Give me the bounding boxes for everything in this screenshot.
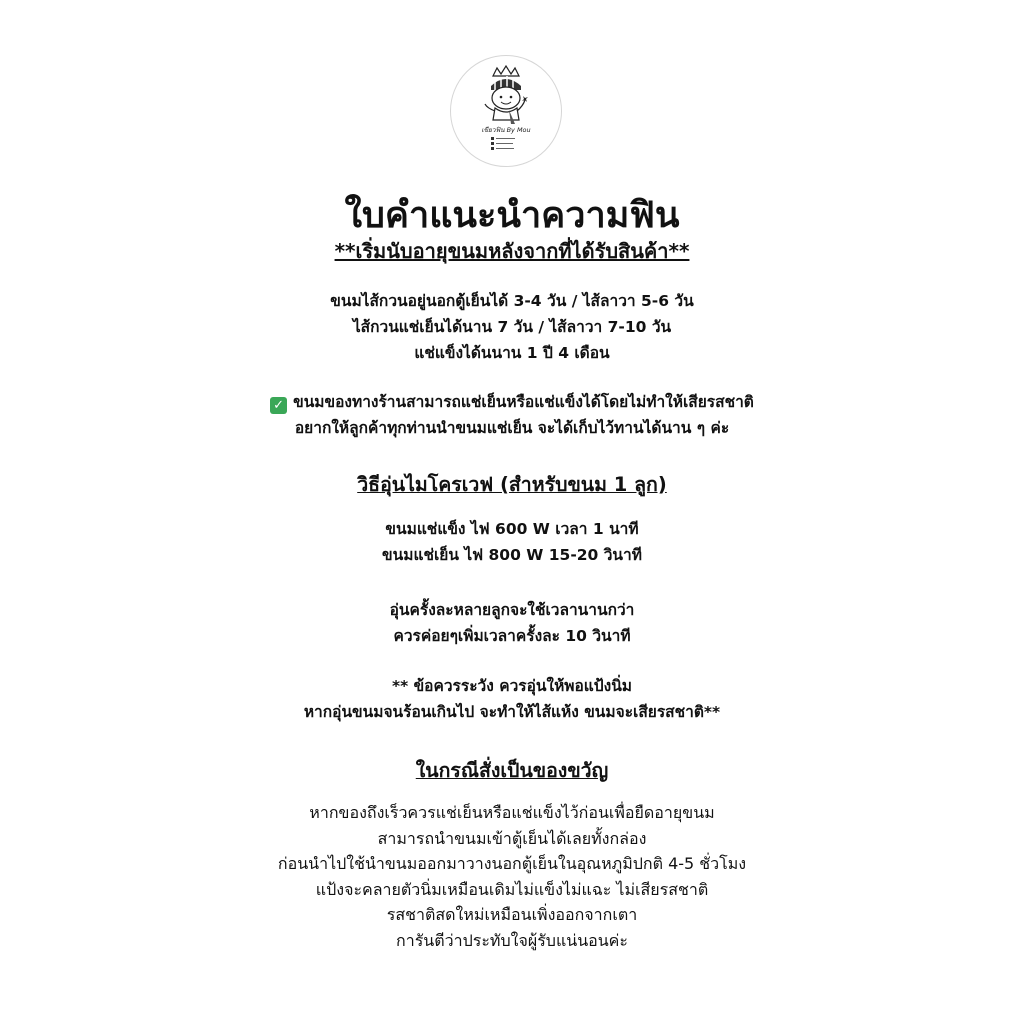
microwave-line: อุ่นครั้งละหลายลูกจะใช้เวลานานกว่า (389, 601, 635, 619)
microwave-multiple (0, 597, 1024, 649)
logo-brand-text: เขียวฟิน By Mou (481, 126, 531, 134)
note-line (0, 389, 1024, 415)
microwave-heading: วิธีอุ่นไมโครเวฟ (สำหรับขนม 1 ลูก) (357, 473, 667, 496)
page-subtitle: **เริ่มนับอายุขนมหลังจากที่ได้รับสินค้า** (334, 239, 690, 263)
note-line: อยากให้ลูกค้าทุกท่านนำขนมแช่เย็น จะได้เก็บไว้ทานได้นาน ๆ ค่ะ (294, 419, 730, 437)
storage-line: แช่แข็งได้นนาน 1 ปี 4 เดือน (414, 344, 610, 362)
gift-line: รสชาติสดใหม่เหมือนเพิ่งออกจากเตา (386, 905, 638, 924)
storage-line: ขนมไส้กวนอยู่นอกตู้เย็นได้ 3-4 วัน / ไส้ลาวา 5-6 วัน (330, 292, 694, 310)
storage-note (0, 389, 1024, 441)
storage-line: ไส้กวนแช่เย็นได้นาน 7 วัน / ไส้ลาวา 7-10 วัน (352, 318, 672, 336)
page-title: ใบคำแนะนำความฟิน (344, 195, 680, 236)
gift-line: การันตีว่าประทับใจผู้รับแน่นอนค่ะ (396, 930, 628, 950)
caution-line: ** ข้อควรระวัง ควรอุ่นให้พอแป้งนิ่ม (391, 677, 633, 695)
caution-line: หากอุ่นขนมจนร้อนเกินไป จะทำให้ไส้แห้ง ขนมจะเสียรสชาติ** (303, 703, 721, 721)
gift-line: หากของถึงเร็วควรแช่เย็นหรือแช่แข็งไว้ก่อนเพื่อยืดอายุขนม (309, 803, 715, 822)
chef-boy-logo-icon (451, 56, 561, 166)
gift-heading: ในกรณีสั่งเป็นของขวัญ (415, 759, 609, 782)
microwave-line: ขนมแช่เย็น ไฟ 800 W 15-20 วินาที (382, 546, 642, 564)
note-text: ขนมของทางร้านสามารถแช่เย็นหรือแช่แข็งได้โดยไม่ทำให้เสียรสชาติ (293, 393, 754, 411)
microwave-times (0, 516, 1024, 568)
gift-line: ก่อนนำไปใช้นำขนมออกมาวางนอกตู้เย็นในอุณหภูมิปกติ 4-5 ชั่วโมง (277, 854, 747, 873)
gift-line: แป้งจะคลายตัวนิ่มเหมือนเดิมไม่แข็งไม่แฉะ ไม่เสียรสชาติ (315, 879, 709, 899)
gift-instructions (0, 800, 1024, 953)
brand-logo (450, 55, 562, 167)
microwave-line: ขนมแช่แข็ง ไฟ 600 W เวลา 1 นาที (385, 520, 639, 538)
microwave-line: ควรค่อยๆเพิ่มเวลาครั้งละ 10 วินาที (393, 627, 631, 645)
check-mark-icon: ✓ (270, 397, 287, 414)
microwave-caution (0, 673, 1024, 725)
gift-line: สามารถนำขนมเข้าตู้เย็นได้เลยทั้งกล่อง (377, 828, 647, 848)
storage-info (0, 288, 1024, 366)
